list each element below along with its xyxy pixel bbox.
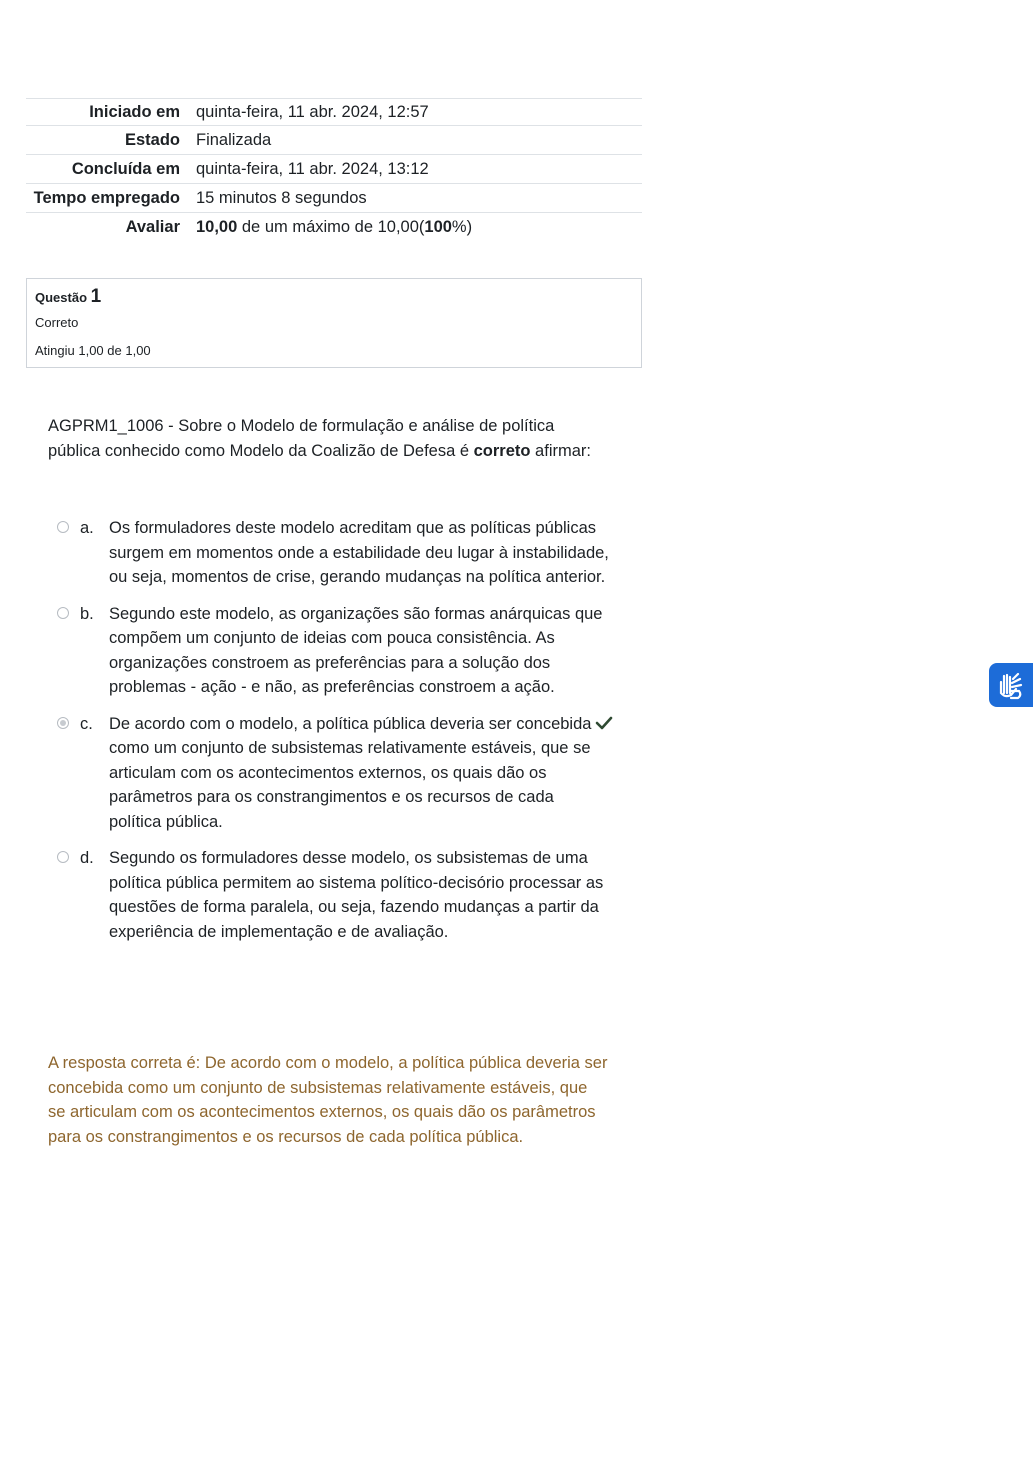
vlibras-accessibility-button[interactable] <box>989 663 1033 707</box>
radio-b[interactable] <box>57 607 69 619</box>
option-text: Segundo este modelo, as organizações são formas anárquicas que compõem um conjunto de ideias com pouca consistência. As organizações constroem as preferências para a solução dos problemas - ação - e não, as preferências constroem a ação. <box>109 604 603 696</box>
check-icon <box>594 712 614 734</box>
summary-row-grade <box>26 213 642 242</box>
answer-option-b <box>56 602 636 700</box>
summary-row-time <box>26 184 642 213</box>
option-text: Os formuladores deste modelo acreditam que as políticas públicas surgem em momentos onde a estabilidade deu lugar à instabilidade, ou seja, momentos de crise, gerando mudanças na política anterior. <box>109 519 609 586</box>
summary-value: quinta-feira, 11 abr. 2024, 12:57 <box>196 103 429 121</box>
sign-language-icon <box>989 663 1033 707</box>
question-label: Questão <box>35 290 88 305</box>
question-number-value: 1 <box>90 286 102 307</box>
answer-options <box>56 516 636 944</box>
summary-label: Estado <box>124 131 180 149</box>
grade-percent: 100 <box>424 218 452 236</box>
answer-option-a <box>56 516 636 590</box>
answer-option-d <box>56 846 636 944</box>
grade-tail: %) <box>451 218 473 236</box>
option-text: De acordo com o modelo, a política pública deveria ser concebida como um conjunto de subsistemas relativamente estáveis, que se articulam com os acontecimentos externos, os quais dão os parâmetros para os constrangimentos e os recursos de cada política pública. <box>109 714 592 831</box>
summary-label: Tempo empregado <box>33 189 180 207</box>
summary-value <box>196 213 642 242</box>
radio-d[interactable] <box>57 851 69 863</box>
radio-a[interactable] <box>57 521 69 533</box>
option-letter: d. <box>80 849 94 867</box>
attempt-summary-table <box>26 98 642 241</box>
question-info-box <box>26 278 642 368</box>
summary-label: Iniciado em <box>89 103 180 121</box>
summary-value: Finalizada <box>196 131 272 149</box>
question-number <box>35 285 633 310</box>
right-answer-feedback: A resposta correta é: De acordo com o modelo, a política pública deveria ser concebida como um conjunto de subsistemas relativamente estáveis, que se articulam com os acontecimentos externos, os quais dão os parâmetros para os constrangimentos e os recursos de cada política pública. <box>48 1054 608 1146</box>
question-grade: Atingiu 1,00 de 1,00 <box>35 343 151 358</box>
grade-score: 10,00 <box>196 218 238 236</box>
summary-row-completed <box>26 155 642 184</box>
summary-row-state <box>26 126 642 155</box>
radio-c-selected[interactable] <box>57 717 69 729</box>
option-letter: b. <box>80 604 94 623</box>
summary-label: Concluída em <box>71 160 180 178</box>
option-letter: c. <box>80 714 93 733</box>
question-text-before: AGPRM1_1006 - Sobre o Modelo de formulação e análise de política pública conhecido como Modelo da Coalizão de Defesa é <box>48 417 555 460</box>
summary-row-started <box>26 99 642 126</box>
question-text-after: afirmar: <box>530 441 591 460</box>
summary-value: 15 minutos 8 segundos <box>196 189 367 207</box>
question-state: Correto <box>35 315 79 330</box>
summary-label: Avaliar <box>125 218 180 236</box>
summary-value: quinta-feira, 11 abr. 2024, 13:12 <box>196 160 429 178</box>
grade-max: de um máximo de 10,00( <box>237 218 425 236</box>
option-text: Segundo os formuladores desse modelo, os subsistemas de uma política pública permitem ao sistema político-decisório processar as questões de forma paralela, ou seja, fazendo mudanças a partir da experiência de implementação e de avaliação. <box>109 849 604 941</box>
option-letter: a. <box>80 519 94 537</box>
question-text <box>48 414 608 463</box>
question-text-bold: correto <box>473 441 531 460</box>
answer-option-c <box>56 712 636 835</box>
